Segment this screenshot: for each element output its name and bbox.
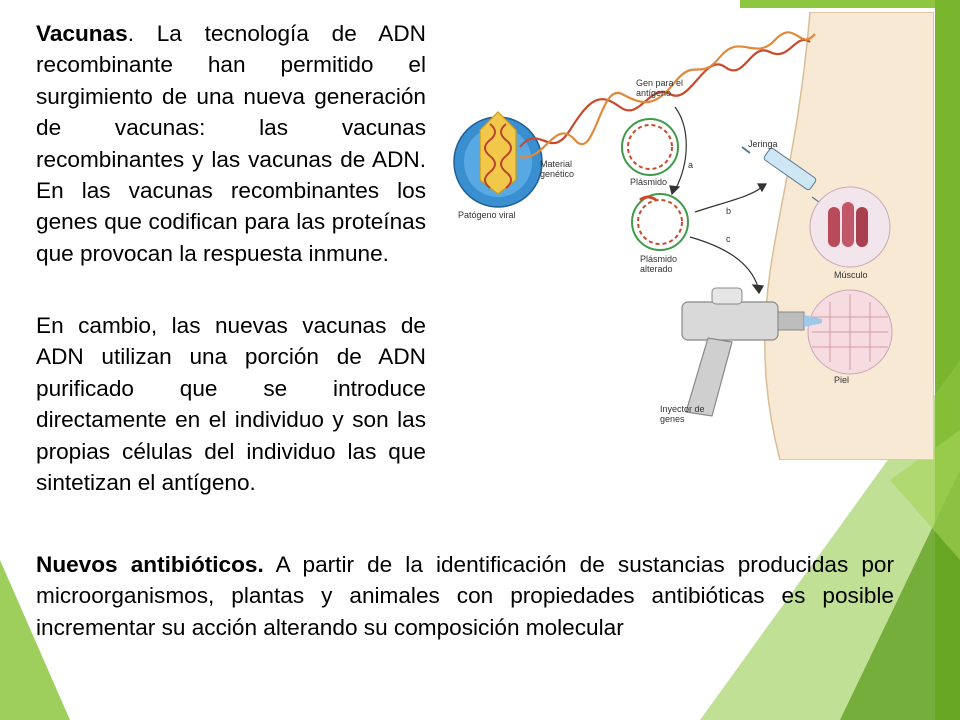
label-arrow-b: b <box>726 206 732 216</box>
altered-plasmid-icon <box>632 194 688 250</box>
label-arrow-c: c <box>726 234 731 244</box>
label-piel: Piel <box>834 375 850 385</box>
antibioticos-text: A partir de la identificación de sustancias producidas por microorganismos, plantas y animales con propiedades antibióticas es posible incrementar su acción alterando su composición molecular <box>36 552 894 640</box>
antibioticos-paragraph <box>36 549 894 643</box>
label-plasmido: Plásmido <box>630 177 668 187</box>
skin-icon <box>808 290 892 374</box>
label-patogeno-viral: Patógeno viral <box>458 210 516 220</box>
label-gen-antigeno: Gen para el antígeno <box>636 78 684 98</box>
vacunas-adn-text: En cambio, las nuevas vacunas de ADN utilizan una porción de ADN purificado que se introduce directamente en el individuo y son las propias células del individuo las que sintetizan el antígeno. <box>36 313 426 496</box>
figure-drawing <box>450 12 934 460</box>
vacunas-text: . La tecnología de ADN recombinante han permitido el surgimiento de una nueva generación de vacunas: las vacunas recombinantes y las vacunas de ADN. En las vacunas recombinantes los genes que codifican para las proteínas que provocan la respuesta inmune. <box>36 21 426 266</box>
vacunas-paragraph <box>36 18 426 269</box>
label-inyector: Inyector de genes <box>660 404 705 424</box>
vacunas-adn-paragraph <box>36 310 426 498</box>
label-jeringa: Jeringa <box>748 139 778 149</box>
viral-pathogen-icon <box>454 112 542 207</box>
antibioticos-heading: Nuevos antibióticos. <box>36 552 264 577</box>
vacunas-heading: Vacunas <box>36 21 128 46</box>
label-arrow-a: a <box>688 160 694 170</box>
muscle-icon <box>810 187 890 267</box>
top-right-bar <box>740 0 960 8</box>
label-material-genetico: Material genético <box>540 159 575 179</box>
label-musculo: Músculo <box>834 270 868 280</box>
plasmid-icon <box>622 119 678 175</box>
dna-vaccine-figure <box>450 12 934 460</box>
label-plasmido-alterado: Plásmido alterado <box>640 254 678 274</box>
